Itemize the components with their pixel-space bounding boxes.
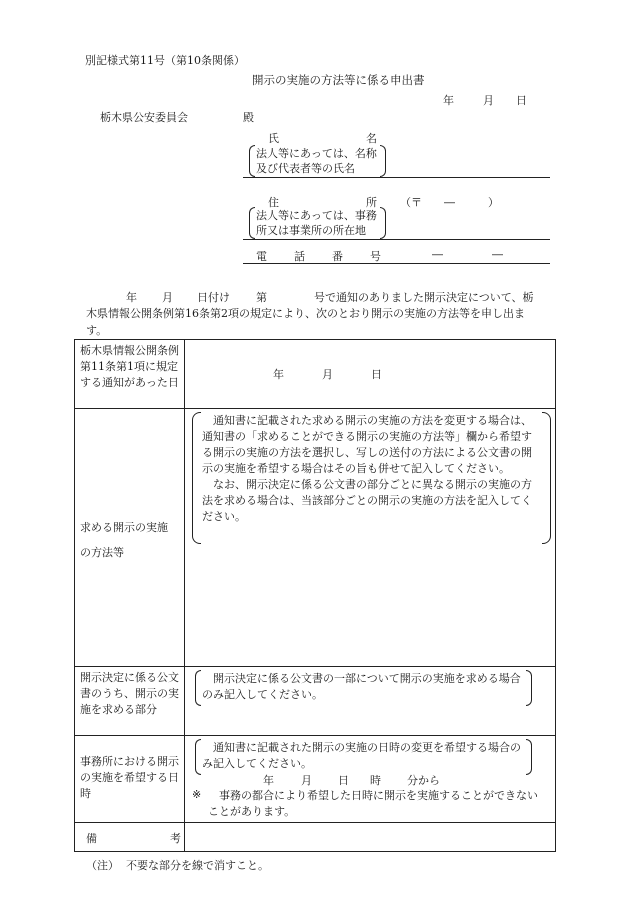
footer-note-label: （注） — [86, 859, 119, 872]
name-note-line2: 及び代表者等の氏名 — [256, 162, 355, 175]
intro-month: 月 — [162, 291, 173, 304]
notice-date-field[interactable] — [185, 340, 555, 407]
row-divider — [74, 408, 556, 409]
pref-day-label: 日 — [338, 774, 349, 787]
datetime-note-close-bracket — [526, 739, 532, 775]
postal-code-field[interactable]: （〒 ― ） — [400, 196, 499, 209]
footer-note: 不要な部分を線で消すこと。 — [126, 859, 269, 872]
intro-day: 日付け — [197, 291, 230, 304]
part-note-open-bracket — [195, 670, 201, 706]
phone-field-line[interactable] — [243, 263, 550, 264]
form-number: 別記様式第11号（第10条関係） — [85, 54, 245, 67]
phone-label-char: 電 — [256, 250, 267, 263]
requested-part-field[interactable] — [185, 707, 555, 734]
preferred-datetime-field[interactable] — [185, 772, 555, 788]
phone-dash-1: ― — [432, 248, 443, 261]
pref-month-label: 月 — [301, 774, 312, 787]
honorific: 殿 — [243, 111, 254, 124]
datetime-remark: 事務の都合により希望した日時に開示を実施することができないことがあります。 — [208, 789, 538, 818]
disclosure-method-label-line2: の方法等 — [80, 546, 124, 559]
disclosure-method-label-line1: 求める開示の実施 — [80, 521, 168, 534]
notice-year-label: 年 — [273, 368, 284, 381]
phone-label-char: 番 — [332, 250, 343, 263]
name-label-second: 名 — [366, 132, 377, 145]
pref-year-label: 年 — [263, 774, 274, 787]
address-field-line[interactable] — [243, 239, 550, 240]
pref-hour-label: 時 — [370, 774, 381, 787]
method-note-open-bracket — [192, 412, 201, 544]
datetime-note: 通知書に記載された開示の実施の日時の変更を希望する場合のみ記入してください。 — [202, 741, 521, 770]
intro-number-prefix: 第 — [256, 291, 267, 304]
preferred-datetime-label: 事務所における開示の実施を希望する日時 — [80, 755, 179, 800]
name-note-open-bracket — [249, 145, 255, 177]
part-note: 開示決定に係る公文書の一部について開示の実施を求める場合のみ記入してください。 — [202, 672, 521, 701]
date-year-label: 年 — [443, 94, 454, 107]
form-title: 開示の実施の方法等に係る申出書 — [252, 73, 425, 87]
address-label-first: 住 — [268, 196, 279, 209]
method-note-para2: なお、開示決定に係る公文書の部分ごとに異なる開示の実施の方法を求める場合は、当該部分ごとの開示の実施の方法を記入してください。 — [202, 478, 532, 523]
datetime-note-open-bracket — [195, 739, 201, 775]
address-label-second: 所 — [366, 196, 377, 209]
notice-day-label: 日 — [371, 368, 382, 381]
row-divider — [74, 666, 556, 667]
remark-mark: ※ — [192, 788, 202, 801]
notice-month-label: 月 — [322, 368, 333, 381]
row-divider — [74, 735, 556, 736]
address-note-open-bracket — [249, 207, 255, 239]
date-day-label: 日 — [516, 94, 527, 107]
name-field-line[interactable] — [243, 177, 550, 178]
part-note-close-bracket — [526, 670, 532, 706]
address-note-line2: 所又は事業所の所在地 — [256, 224, 366, 237]
requested-part-label: 開示決定に係る公文書のうち、開示の実施を求める部分 — [80, 671, 179, 716]
phone-label — [256, 248, 381, 264]
phone-dash-2: ― — [492, 248, 503, 261]
remarks-field[interactable] — [185, 823, 555, 851]
method-note-para1: 通知書に記載された求める開示の実施の方法を変更する場合は、通知書の「求めることができる開示の実施の方法等」欄から希望する開示の実施の方法を選択し、写しの送付の方法による公文書の開示の実施を希望する場合はその旨も併せて記入してください。 — [202, 414, 532, 475]
name-note-line1: 法人等にあっては、名称 — [256, 147, 377, 160]
intro-line2: 木県情報公開条例第16条第2項の規定により、次のとおり開示の実施の方法等を申し出ま — [86, 307, 525, 320]
pref-minute-label: 分から — [407, 774, 440, 787]
intro-line3: す。 — [86, 324, 108, 337]
addressee: 栃木県公安委員会 — [100, 111, 188, 124]
intro-line1-rest: 号で通知のありました開示決定について、栃 — [314, 291, 534, 304]
method-note — [202, 413, 542, 525]
remarks-label-first: 備 — [86, 832, 97, 845]
disclosure-method-field[interactable] — [185, 548, 555, 665]
address-note-close-bracket — [380, 207, 386, 239]
remarks-label-second: 考 — [170, 832, 181, 845]
name-label-first: 氏 — [268, 132, 279, 145]
method-note-close-bracket — [542, 412, 551, 544]
intro-year: 年 — [126, 291, 137, 304]
phone-label-char: 号 — [370, 250, 381, 263]
name-note-close-bracket — [380, 145, 386, 177]
notice-date-label: 栃木県情報公開条例第11条第1項に規定する通知があった日 — [80, 344, 179, 389]
name-note — [256, 146, 377, 176]
address-note-line1: 法人等にあっては、事務 — [256, 209, 377, 222]
address-note — [256, 208, 377, 238]
date-month-label: 月 — [483, 94, 494, 107]
phone-label-char: 話 — [294, 250, 305, 263]
